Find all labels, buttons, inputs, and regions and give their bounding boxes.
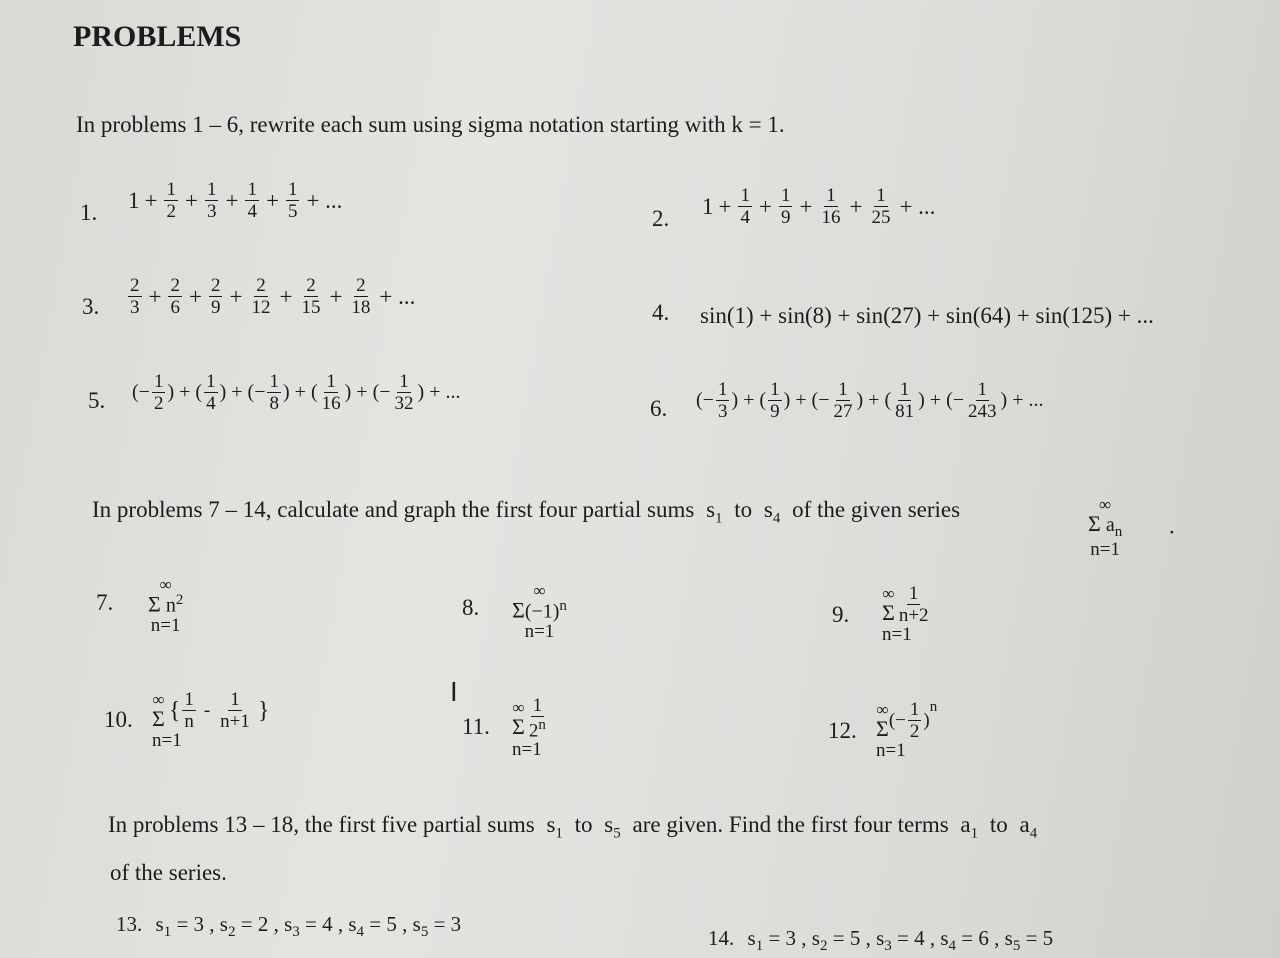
problem-10-number: 10. [104, 707, 133, 732]
series-sigma-an: ∞ Σ $a_n$ n=1 [1088, 495, 1123, 560]
problem-8-sum: ∞ $\Sigma(-1)^n$ n=1 [512, 581, 567, 642]
fraction: $\frac{1}{81}$ [895, 379, 915, 422]
fraction: $\frac{2}{3}$ [130, 275, 140, 318]
problem-13: 13. $s_1 = 3$ , $s_2 = 2$ , $s_3 = 4$ , $s_4 = 5$ , $s_5 = 3$ [116, 912, 462, 941]
problem-5-number: 5. [88, 388, 106, 413]
fraction: $\frac{1}{3}$ [717, 379, 728, 422]
fraction: $\frac{2}{12}$ [251, 275, 271, 318]
fraction: $\frac{2}{18}$ [351, 275, 371, 318]
lead-term: 1 [128, 187, 140, 213]
problem-3-expression: $\frac{2}{3}$ + $\frac{2}{6}$ + $\frac{2}{9}$ + $\frac{2}{12}$ + $\frac{2}{15}$ + $\frac{2}{18}$ + ... [130, 275, 416, 318]
problem-3-number: 3. [82, 294, 100, 319]
problem-2-expression: 1 + $\frac{1}{4}$ + $\frac{1}{9}$ + $\frac{1}{16}$ + $\frac{1}{25}$ + ... [702, 185, 936, 228]
fraction: $\frac{1}{4}$ [247, 179, 257, 222]
problem-9-sum: ∞ Σ $\frac{1}{n+2}$ n=1 [882, 583, 929, 645]
problem-7-sum: ∞ Σ $n^2$ n=1 [148, 575, 184, 636]
problem-7-number: 7. [96, 590, 114, 615]
page-title: PROBLEMS [73, 20, 242, 53]
problem-11-sum: ∞ Σ $\frac{1}{2^n}$ n=1 [512, 695, 546, 761]
fraction: $\frac{2}{9}$ [210, 275, 221, 318]
fraction: $\frac{1}{4}$ [206, 371, 216, 414]
problem-14: 14. $s_1 = 3$ , $s_2 = 5$ , $s_3 = 4$ , $s_4 = 6$ , $s_5 = 5$ [708, 926, 1054, 955]
fraction: $\frac{1}{16}$ [821, 185, 841, 228]
fraction: $\frac{1}{27}$ [833, 379, 853, 422]
problem-9-number: 9. [832, 602, 850, 627]
instruction-problems-13-18: In problems 13 – 18, the first five partial sums $s_1$ to $s_5$ are given. Find the first four terms $a_1$ to $a_4$ [108, 812, 1038, 842]
fraction: $\frac{1}{2}$ [166, 179, 176, 222]
text-cursor-icon: I [450, 678, 458, 708]
problem-8-number: 8. [462, 595, 480, 620]
problem-6-expression: ( − $\frac{1}{3}$ ) + ( $\frac{1}{9}$ ) + ( − $\frac{1}{27}$ ) + ( $\frac{1}{81}$ ) + ( − $\frac{1}{243}$ ) + ... [696, 379, 1044, 422]
fraction: $\frac{1}{9}$ [770, 379, 780, 422]
problem-10-sum: ∞ Σ { $\frac{1}{n}$ - $\frac{1}{n+1}$ } n=1 [152, 689, 270, 751]
fraction: $\frac{2}{6}$ [170, 275, 180, 318]
fraction: $\frac{1}{8}$ [269, 371, 279, 414]
problem-6-number: 6. [650, 396, 668, 421]
instruction-problems-1-6: In problems 1 – 6, rewrite each sum using sigma notation starting with k = 1. [76, 112, 785, 137]
fraction: $\frac{1}{3}$ [206, 179, 217, 222]
fraction: $\frac{1}{9}$ [780, 185, 791, 228]
fraction: $\frac{1}{243}$ [968, 379, 997, 422]
fraction: $\frac{1}{4}$ [740, 185, 750, 228]
fraction: $\frac{2}{15}$ [301, 275, 321, 318]
problem-2-number: 2. [652, 206, 670, 231]
fraction: $\frac{1}{25}$ [871, 185, 891, 228]
fraction: $\frac{1}{5}$ [287, 179, 298, 222]
problem-12-sum: ∞ Σ ( − $\frac{1}{2}$ ) $^n$ n=1 [876, 699, 938, 761]
problem-4-number: 4. [652, 300, 670, 325]
instruction-problems-7-14: In problems 7 – 14, calculate and graph the first four partial sums $s_1$ to $s_4$ of the given series [92, 497, 961, 527]
instruction-problems-13-18-line2: of the series. [110, 860, 227, 885]
problem-12-number: 12. [828, 718, 857, 743]
period-dot: · [1168, 520, 1176, 545]
problem-4-expression: sin(1) + sin(8) + sin(27) + sin(64) + sin(125) + ... [700, 303, 1154, 328]
problem-1-number: 1. [80, 200, 98, 225]
problem-1-expression: 1 + $\frac{1}{2}$ + $\frac{1}{3}$ + $\frac{1}{4}$ + $\frac{1}{5}$ + ... [128, 179, 343, 222]
fraction: $\frac{1}{2}$ [153, 371, 164, 414]
problem-11-number: 11. [462, 714, 490, 739]
fraction: $\frac{1}{16}$ [321, 371, 341, 414]
problem-5-expression: ( − $\frac{1}{2}$ ) + ( $\frac{1}{4}$ ) + ( − $\frac{1}{8}$ ) + ( $\frac{1}{16}$ ) + ( − $\frac{1}{32}$ ) + ... [132, 371, 461, 414]
fraction: $\frac{1}{32}$ [394, 371, 414, 414]
